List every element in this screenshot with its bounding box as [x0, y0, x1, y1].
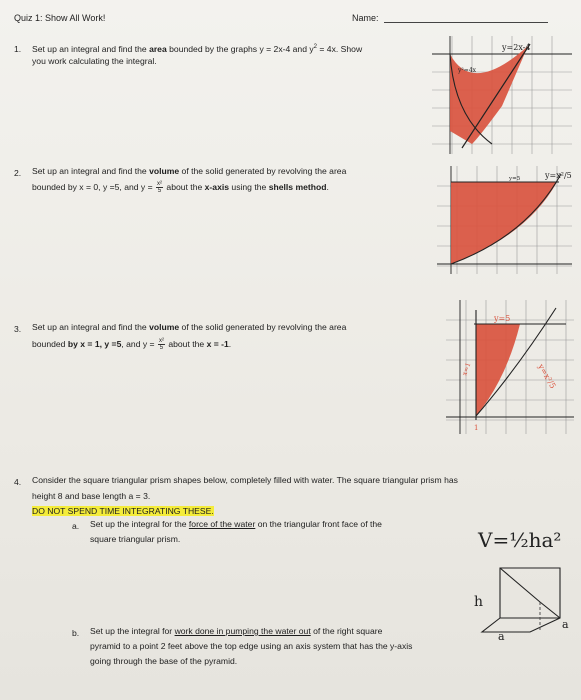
- svg-text:y=2x-4: y=2x-4: [502, 43, 531, 52]
- q2-text-line1: Set up an integral and find the volume of the solid generated by revolving the area: [32, 166, 347, 176]
- q4a-text-line2: square triangular prism.: [90, 534, 181, 544]
- svg-text:y=5: y=5: [494, 314, 511, 323]
- svg-text:h: h: [474, 594, 484, 610]
- q4b-text-line1: Set up the integral for work done in pumping the water out of the right square: [90, 626, 383, 636]
- q4b-text-line3: going through the base of the pyramid.: [90, 656, 238, 666]
- q2-number: 2.: [14, 168, 22, 178]
- q1-graph: [432, 36, 572, 154]
- svg-text:1: 1: [474, 424, 479, 432]
- q3-text-line2: bounded by x = 1, y =5, and y = $\frac{\text{x²}}{5}$ about the x = -1.: [32, 338, 232, 352]
- svg-text:x=1: x=1: [460, 361, 473, 377]
- name-label: Name:: [352, 13, 379, 23]
- page-title: Quiz 1: Show All Work!: [14, 13, 106, 23]
- q4b-label: b.: [72, 628, 80, 638]
- q3-text-line1: Set up an integral and find the volume of the solid generated by revolving the area: [32, 322, 347, 332]
- q3-graph: [446, 300, 574, 434]
- q4-number: 4.: [14, 477, 22, 487]
- svg-text:y=5: y=5: [509, 176, 521, 182]
- q1-number: 1.: [14, 44, 22, 54]
- svg-text:a: a: [498, 630, 505, 643]
- name-field-line: [384, 22, 548, 23]
- q1-text-line2: you work calculating the integral.: [32, 56, 157, 66]
- q4-text-line1: Consider the square triangular prism shapes below, completely filled with water. The square triangular prism has: [32, 475, 458, 485]
- q4b-text-line2: pyramid to a point 2 feet above the top edge using an axis system that has the y-axis: [90, 641, 413, 651]
- q1-text-line1: Set up an integral and find the area bounded by the graphs y = 2x-4 and $y^2 = 4x$. Show: [32, 43, 363, 54]
- q4-highlight-note: DO NOT SPEND TIME INTEGRATING THESE.: [32, 506, 214, 516]
- q4a-label: a.: [72, 521, 80, 531]
- svg-text:y=x²/5: y=x²/5: [536, 362, 558, 391]
- svg-text:y=x²/5: y=x²/5: [545, 171, 572, 180]
- svg-text:a: a: [562, 618, 569, 631]
- pyramid-sketch: [470, 562, 580, 642]
- svg-text:y²=4x: y²=4x: [458, 67, 477, 74]
- q4a-text-line1: Set up the integral for the force of the water on the triangular front face of the: [90, 519, 382, 529]
- q2-text-line2: bounded by x = 0, y =5, and y = $\frac{\text{x²}}{5}$ about the x-axis using the shells method.: [32, 181, 329, 195]
- formula-handwritten: V=½ha²: [478, 528, 562, 552]
- q2-graph: [437, 166, 572, 274]
- q3-number: 3.: [14, 324, 22, 334]
- q4-text-line2: height 8 and base length a = 3.: [32, 491, 151, 501]
